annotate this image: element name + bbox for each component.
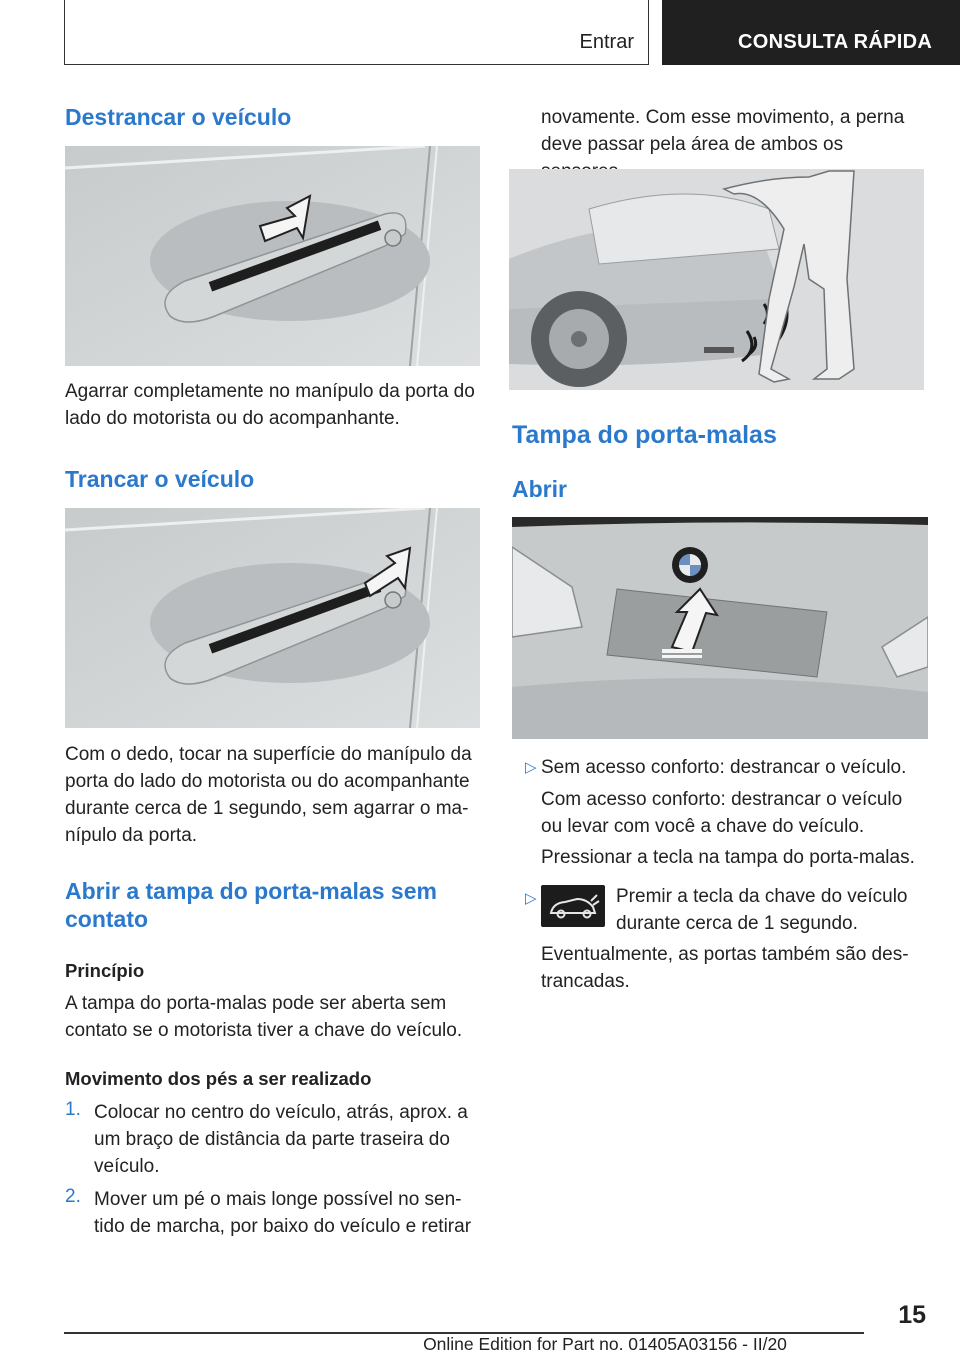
- page-number: 15: [898, 1301, 926, 1329]
- lock-text-line-3: durante cerca de 1 segundo, sem agarrar o ma‐: [65, 798, 469, 819]
- unlock-text-line-2: lado do motorista ou do acompanhante.: [65, 408, 400, 429]
- contactless-title-line-2: contato: [65, 906, 149, 932]
- step-1-line-2: um braço de distância da parte traseira do: [94, 1129, 450, 1150]
- lock-text-line-1: Com o dedo, tocar na superfície do manípulo da: [65, 744, 472, 765]
- continued-text-line-1: novamente. Com esse movimento, a perna: [541, 107, 905, 128]
- continued-text-line-2: deve passar pela área de ambos os: [541, 134, 844, 155]
- principle-text-line-2: contato se o motorista tiver a chave do veículo.: [65, 1020, 463, 1041]
- step-number: 2.: [65, 1186, 81, 1207]
- bullet-1-line-4: Pressionar a tecla na tampa do porta-malas.: [541, 847, 915, 868]
- bullet-2-line-1: Premir a tecla da chave do veículo: [616, 886, 908, 907]
- movement-title: Movimento dos pés a ser realizado: [65, 1068, 372, 1089]
- unlock-title: Destrancar o veículo: [65, 104, 292, 130]
- bullet-2-line-3: Eventualmente, as portas também são des‐: [541, 944, 909, 965]
- lock-title: Trancar o veículo: [65, 466, 255, 492]
- door-handle-unlock-illustration: [65, 146, 480, 366]
- bullet-2-line-4: trancadas.: [541, 971, 630, 992]
- key-trunk-icon: [541, 885, 605, 927]
- bullet-marker: ▷: [525, 890, 537, 907]
- header-section-box: [64, 0, 649, 65]
- step-2-line-2: tido de marcha, por baixo do veículo e retirar: [94, 1216, 472, 1237]
- principle-title: Princípio: [65, 960, 145, 981]
- header-chapter-box: [662, 0, 960, 65]
- step-1-line-3: veículo.: [94, 1156, 160, 1177]
- step-1-line-1: Colocar no centro do veículo, atrás, aprox. a: [94, 1102, 468, 1123]
- open-title: Abrir: [512, 476, 567, 502]
- header-section-label: Entrar: [579, 31, 634, 53]
- header-chapter-label: CONSULTA RÁPIDA: [738, 31, 933, 53]
- step-number: 1.: [65, 1099, 81, 1120]
- unlock-text-line-1: Agarrar completamente no manípulo da porta do: [65, 381, 475, 402]
- trunk-button-illustration: [512, 517, 928, 739]
- footer-edition: Online Edition for Part no. 01405A03156 - II/20: [423, 1334, 787, 1354]
- bullet-1-line-2: Com acesso conforto: destrancar o veículo: [541, 789, 903, 810]
- bullet-marker: ▷: [525, 759, 537, 776]
- foot-gesture-illustration: [509, 169, 924, 390]
- contactless-title-line-1: Abrir a tampa do porta-malas sem: [65, 878, 437, 904]
- lock-text-line-2: porta do lado do motorista ou do acompanhante: [65, 771, 470, 792]
- door-handle-lock-illustration: [65, 508, 480, 728]
- bullet-1-line-1: Sem acesso conforto: destrancar o veículo.: [541, 757, 907, 778]
- principle-text-line-1: A tampa do porta-malas pode ser aberta sem: [65, 993, 447, 1014]
- step-2-line-1: Mover um pé o mais longe possível no sen‐: [94, 1189, 462, 1210]
- lock-text-line-4: nípulo da porta.: [65, 825, 198, 846]
- bullet-2-line-2: durante cerca de 1 segundo.: [616, 913, 858, 934]
- bullet-1-line-3: ou levar com você a chave do veículo.: [541, 816, 865, 837]
- trunk-title: Tampa do porta-malas: [512, 421, 777, 449]
